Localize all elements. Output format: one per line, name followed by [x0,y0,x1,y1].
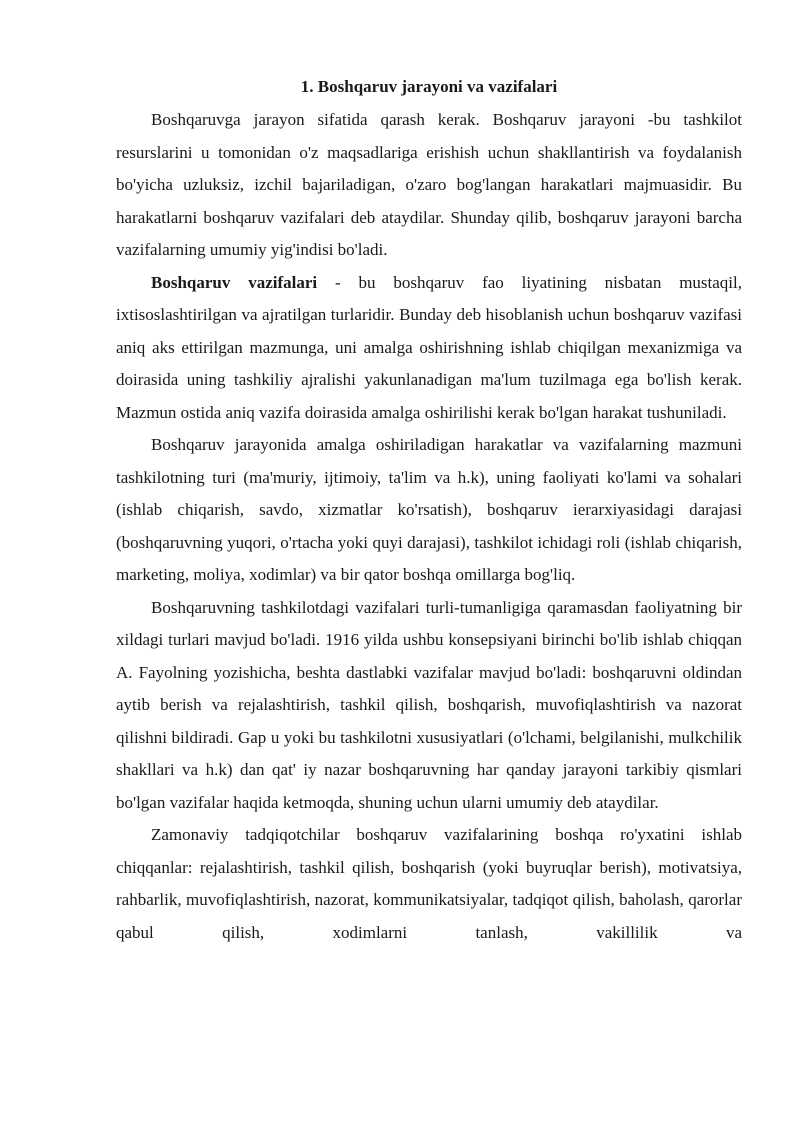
paragraph-4: Boshqaruvning tashkilotdagi vazifalari turli-tumanligiga qaramasdan faoliyatning bir xildagi turlari mavjud bo'ladi. 1916 yilda ushbu konsepsiyani birinchi bo'lib ishlab chiqqan A. Fayolning yozishicha, beshta dastlabki vazifalar mavjud bo'ladi: boshqaruvni oldindan aytib berish va rejalashtirish, tashkil qilish, boshqarish, muvofiqlashtirish va nazorat qilishni bildiradi. Gap u yoki bu tashkilotni xususiyatlari (o'lchami, belgilanishi, mulkchilik shakllari va h.k) dan qat' iy nazar boshqaruvning har qanday jarayoni tarkibiy qismlari bo'lgan vazifalar haqida ketmoqda, shuning uchun ularni umumiy deb ataydilar. [116,597,742,812]
paragraph-3: Boshqaruv jarayonida amalga oshiriladigan harakatlar va vazifalarning mazmuni tashkilotning turi (ma'muriy, ijtimoiy, ta'lim va h.k), uning faoliyati ko'lami va sohalari (ishlab chiqarish, savdo, xizmatlar ko'rsatish), boshqaruv ierarxiyasidagi darajasi (boshqaruvning yuqori, o'rtacha yoki quyi darajasi), tashkilot ichidagi roli (ishlab chiqarish, marketing, moliya, xodimlar) va bir qator boshqa omillarga bog'liq. [116,435,742,584]
document-page [116,76,742,949]
paragraph-5: Zamonaviy tadqiqotchilar boshqaruv vazifalarining boshqa ro'yxatini ishlab chiqqanlar: rejalashtirish, tashkil qilish, boshqarish (yoki buyruqlar berish), motivatsiya, rahbarlik, muvofiqlashtirish, nazorat, kommunikatsiyalar, tadqiqot qilish, baholash, qarorlar qabul qilish, xodimlarni tanlash, vakillilik va [116,825,742,942]
paragraph-1: Boshqaruvga jarayon sifatida qarash kerak. Boshqaruv jarayoni -bu tashkilot resurslarini u tomonidan o'z maqsadlariga erishish uchun shakllantirish va foydalanish bo'yicha uzluksiz, izchil bajariladigan, o'zaro bog'langan harakatlari majmuasidir. Bu harakatlarni boshqaruv vazifalari deb ataydilar. Shunday qilib, boshqaruv jarayoni barcha vazifalarning umumiy yig'indisi bo'ladi. [116,110,742,259]
section-title: 1. Boshqaruv jarayoni va vazifalari [300,77,558,96]
paragraph-2-text: - bu boshqaruv fao liyatining nisbatan mustaqil, ixtisoslashtirilgan va ajratilgan turlaridir. Bunday deb hisoblanish uchun boshqaruv vazifasi aniq aks ettirilgan mazmunga, uni amalga oshirishning ishlab chiqilgan mexanizmiga va doirasida uning tashkiliy ajralishi yakunlanadigan ma'lum tuzilmaga ega bo'lish kerak. Mazmun ostida aniq vazifa doirasida amalga oshirilishi kerak bo'lgan harakat tushuniladi. [116,272,742,422]
paragraph-2 [116,267,742,430]
paragraph-2-bold-term: Boshqaruv vazifalari [151,272,318,292]
